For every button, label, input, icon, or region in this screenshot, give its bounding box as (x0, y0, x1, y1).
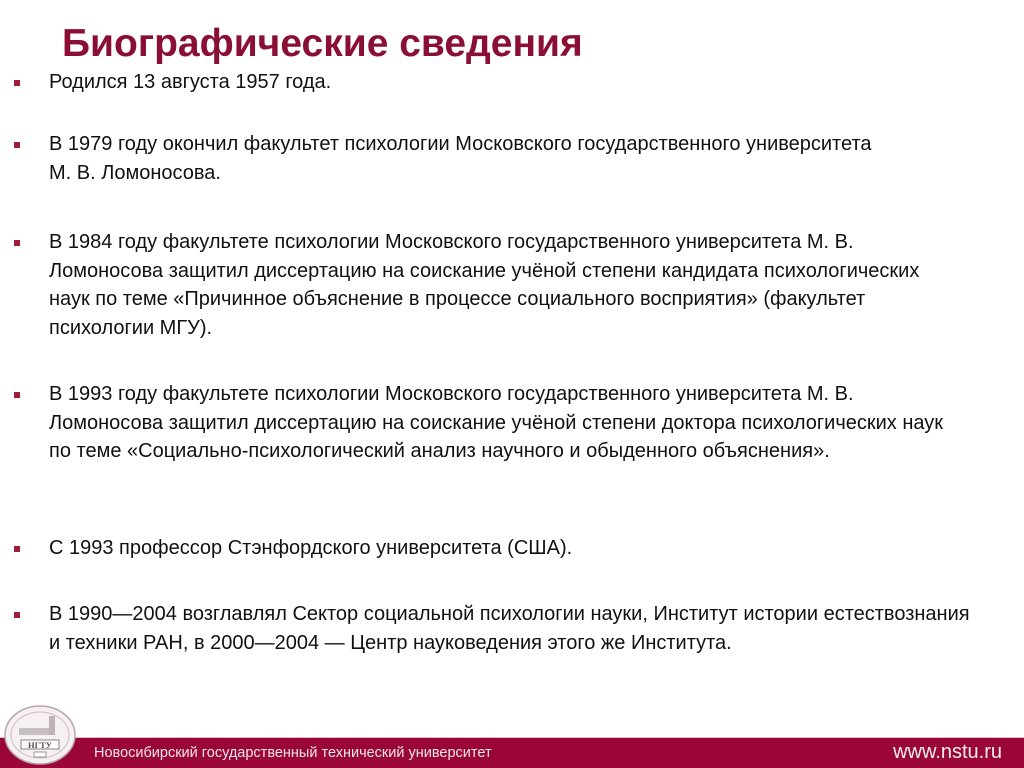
bullet-square-icon (14, 142, 20, 148)
bullet-square-icon (14, 392, 20, 398)
bullet-text: В 1993 году факультете психологии Московского государственного университета М. В. Ломоносова защитил диссертацию на соискание учёной степени доктора психологических наук по теме «Социально-психологический анализ научного и обыденного объяснения». (49, 383, 944, 462)
svg-text:НГТУ: НГТУ (28, 740, 52, 750)
bullet-text: В 1979 году окончил факультет психологии Московского государственного университета М. В. Ломоносова. (49, 133, 872, 184)
bullet-square-icon (14, 546, 20, 552)
bullet-square-icon (14, 240, 20, 246)
bullet-square-icon (14, 612, 20, 618)
bullet-square-icon (14, 80, 20, 86)
bullet-text: Родился 13 августа 1957 года. (49, 71, 332, 93)
bullet-text: В 1984 году факультете психологии Московского государственного университета М. В. Ломоносова защитил диссертацию на соискание учёной степени кандидата психологических наук по теме «Причинное объяснение в процессе социального восприятия» (факультет психологии МГУ). (49, 231, 920, 339)
footer-url-link[interactable]: www.nstu.ru (893, 741, 1002, 763)
bullet-text: С 1993 профессор Стэнфордского университета (США). (49, 537, 573, 559)
university-seal-logo-icon (3, 704, 77, 766)
bullet-text: В 1990—2004 возглавлял Сектор социальной психологии науки, Институт истории естествознания и техники РАН, в 2000—2004 — Центр науковедения этого же Института. (49, 603, 970, 654)
slide-title: Биографические сведения (62, 22, 583, 65)
footer-university-name: Новосибирский государственный технический университет (94, 745, 492, 761)
